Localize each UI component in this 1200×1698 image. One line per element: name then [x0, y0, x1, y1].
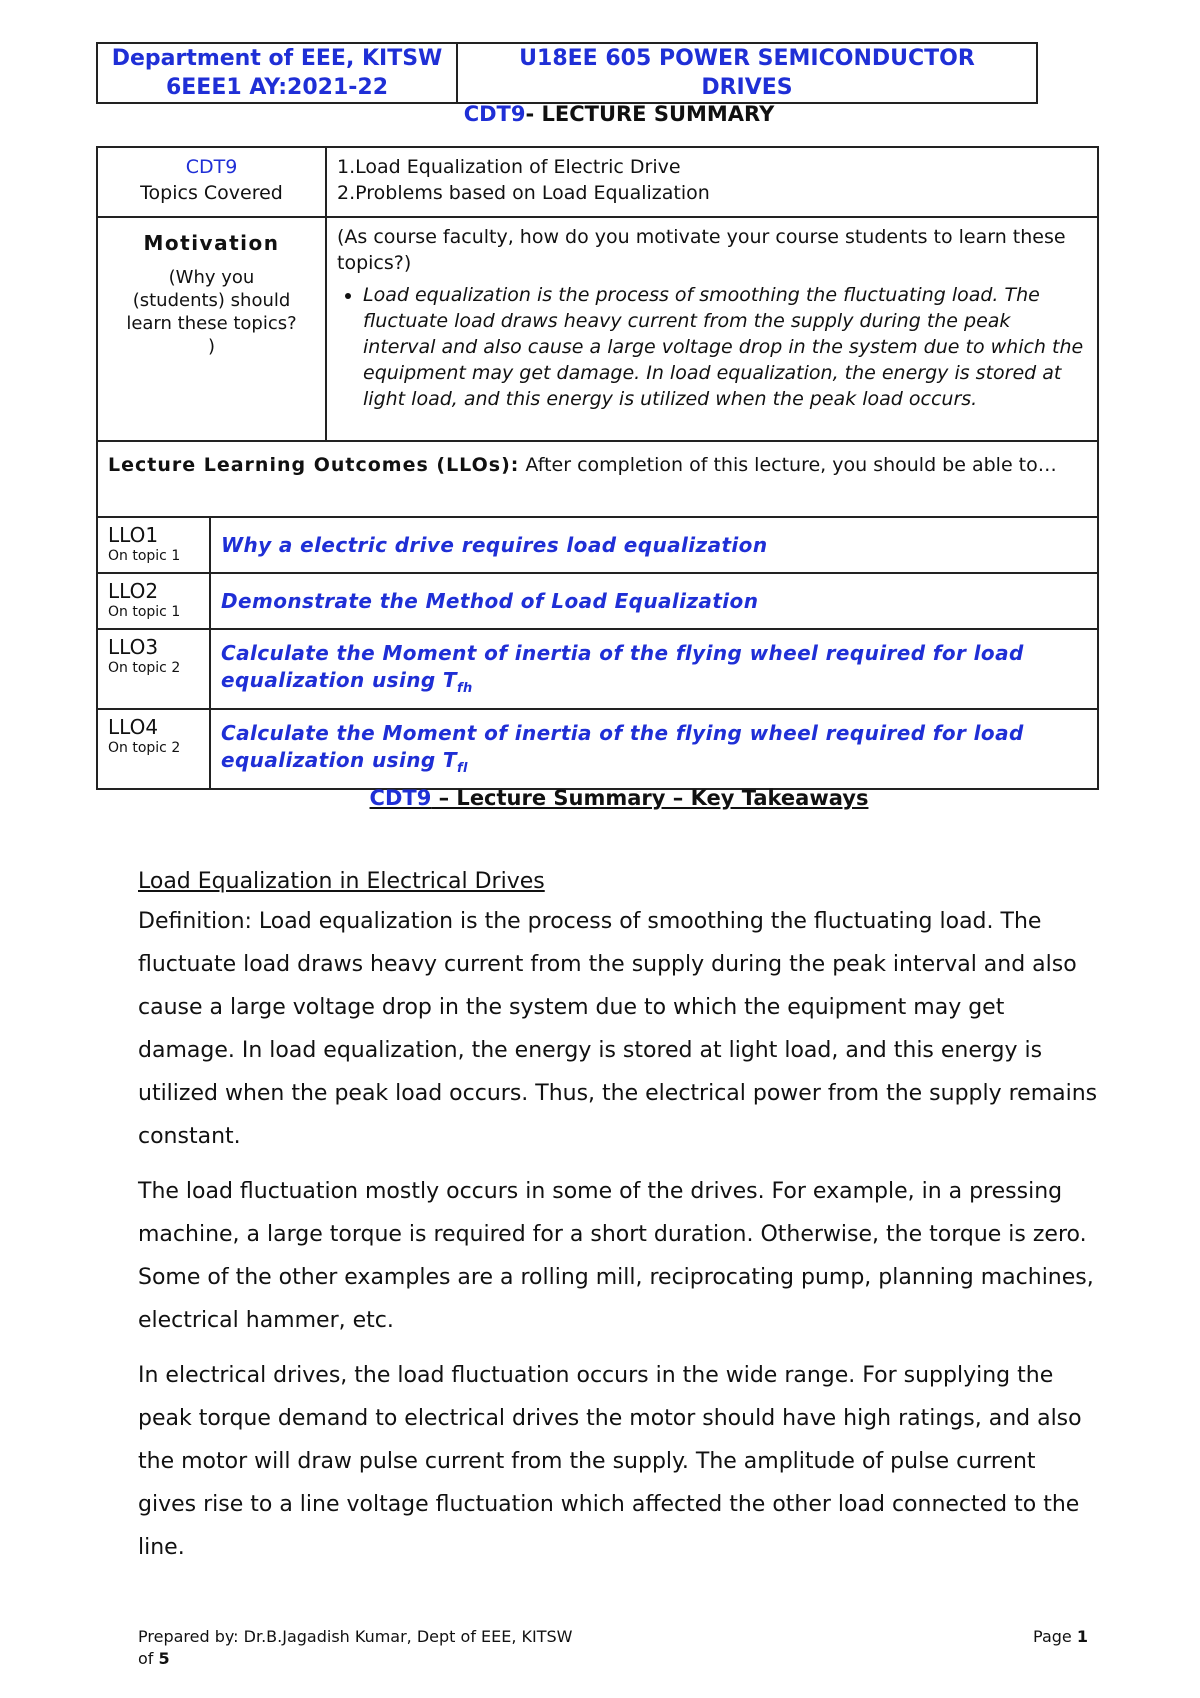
llo-topic: On topic 2 — [108, 660, 181, 676]
topics-label-cell — [97, 147, 326, 217]
motivation-list — [337, 282, 1087, 412]
header-course — [458, 44, 1036, 102]
llo-id: LLO3 — [108, 635, 159, 659]
page-footer — [138, 1626, 1088, 1670]
motivation-heading: Motivation — [143, 231, 280, 255]
topics-code: CDT9 — [185, 156, 238, 178]
llo-row — [97, 573, 1098, 629]
lecture-body — [138, 864, 1098, 1581]
section-heading: Load Equalization in Electrical Drives — [138, 869, 545, 894]
llo-id-cell — [97, 629, 210, 709]
llo-intro-row — [97, 441, 1098, 517]
topic-item-2: 2.Problems based on Load Equalization — [337, 182, 710, 204]
motivation-prompt: (As course faculty, how do you motivate your course students to learn these topics?) — [337, 226, 1066, 274]
llo-row — [97, 517, 1098, 573]
llo-intro-heading: Lecture Learning Outcomes (LLOs): — [108, 454, 520, 476]
summary-title-text: - LECTURE SUMMARY — [525, 102, 775, 126]
department-name: Department of EEE, KITSW — [111, 46, 443, 71]
prepared-by-name: Dr.B.Jagadish Kumar, Dept of EEE, KITSW — [238, 1627, 573, 1646]
llo-subscript: fl — [456, 760, 468, 776]
prepared-by-label: Prepared by: — [138, 1627, 239, 1646]
lecture-summary-title — [0, 102, 1200, 126]
header-box — [96, 42, 1038, 104]
llo-text: Why a electric drive requires load equalization — [221, 532, 768, 557]
llo-subscript: fh — [456, 680, 473, 696]
llo-topic: On topic 1 — [108, 548, 181, 564]
page-total: 5 — [158, 1649, 170, 1668]
page-number — [1033, 1626, 1088, 1648]
llo-intro-cell — [97, 441, 1098, 517]
llo-id-cell — [97, 573, 210, 629]
llo-text-cell — [210, 517, 1098, 573]
header-department — [98, 44, 458, 102]
llo-id-cell — [97, 709, 210, 789]
page-of-label: of — [138, 1649, 159, 1668]
lecture-summary-table — [96, 146, 1099, 790]
topics-list-cell — [326, 147, 1098, 217]
llo-text-cell — [210, 573, 1098, 629]
llo-id: LLO2 — [108, 579, 159, 603]
key-takeaways-text: – Lecture Summary – Key Takeaways — [431, 786, 869, 810]
class-year: 6EEE1 AY:2021-22 — [165, 75, 389, 100]
paragraph-definition: Definition: Load equalization is the process of smoothing the fluctuating load. The fluctuate load draws heavy current from the supply during the peak interval and also cause a large voltage drop in the system due to which the equipment may get damage. In load equalization, the energy is stored at light load, and this energy is utilized when the peak load occurs. Thus, the electrical power from the supply remains constant. — [138, 909, 1098, 1149]
topics-label: Topics Covered — [140, 182, 283, 204]
llo-topic: On topic 1 — [108, 604, 181, 620]
motivation-row — [97, 217, 1098, 441]
motivation-content-cell — [326, 217, 1098, 441]
topics-row — [97, 147, 1098, 217]
course-code-title: U18EE 605 POWER SEMICONDUCTOR — [519, 46, 975, 71]
motivation-bullet: • Load equalization is the process of smoothing the fluctuating load. The fluctuate load draws heavy current from the supply during the peak interval and also cause a large voltage drop in the system due to which the equipment may get damage. In load equalization, the energy is stored at light load, and this energy is utilized when the peak load occurs. — [363, 282, 1087, 412]
key-takeaways-code: CDT9 — [369, 786, 432, 810]
motivation-label-cell — [97, 217, 326, 441]
llo-text: Calculate the Moment of inertia of the flying wheel required for load equalization using T — [221, 720, 1024, 772]
topic-item-1: 1.Load Equalization of Electric Drive — [337, 156, 681, 178]
page-current: 1 — [1076, 1627, 1088, 1646]
page-label: Page — [1033, 1627, 1077, 1646]
llo-text-cell — [210, 629, 1098, 709]
llo-id-cell — [97, 517, 210, 573]
llo-id: LLO4 — [108, 714, 159, 739]
llo-row — [97, 629, 1098, 709]
llo-intro-text: After completion of this lecture, you should be able to… — [519, 454, 1057, 476]
paragraph-examples: The load fluctuation mostly occurs in some of the drives. For example, in a pressing machine, a large torque is required for a short duration. Otherwise, the torque is zero. Some of the other examples are a rolling mill, reciprocating pump, planning machines, electrical hammer, etc. — [138, 1179, 1094, 1333]
llo-text-cell — [210, 709, 1098, 789]
llo-id: LLO1 — [108, 523, 159, 547]
llo-topic: On topic 2 — [108, 739, 181, 756]
summary-code: CDT9 — [463, 102, 526, 126]
motivation-subheading: (Why you (students) should learn these topics? ) — [126, 267, 297, 357]
course-title-cont: DRIVES — [701, 75, 793, 100]
key-takeaways-title — [0, 786, 1200, 810]
paragraph-fluctuation: In electrical drives, the load fluctuation occurs in the wide range. For supplying the peak torque demand to electrical drives the motor should have high ratings, and also the motor will draw pulse current from the supply. The amplitude of pulse current gives rise to a line voltage fluctuation which affected the other load connected to the line. — [138, 1363, 1082, 1560]
llo-row — [97, 709, 1098, 789]
llo-text: Calculate the Moment of inertia of the flying wheel required for load equalization using T — [221, 641, 1024, 692]
llo-text: Demonstrate the Method of Load Equalization — [221, 588, 759, 613]
